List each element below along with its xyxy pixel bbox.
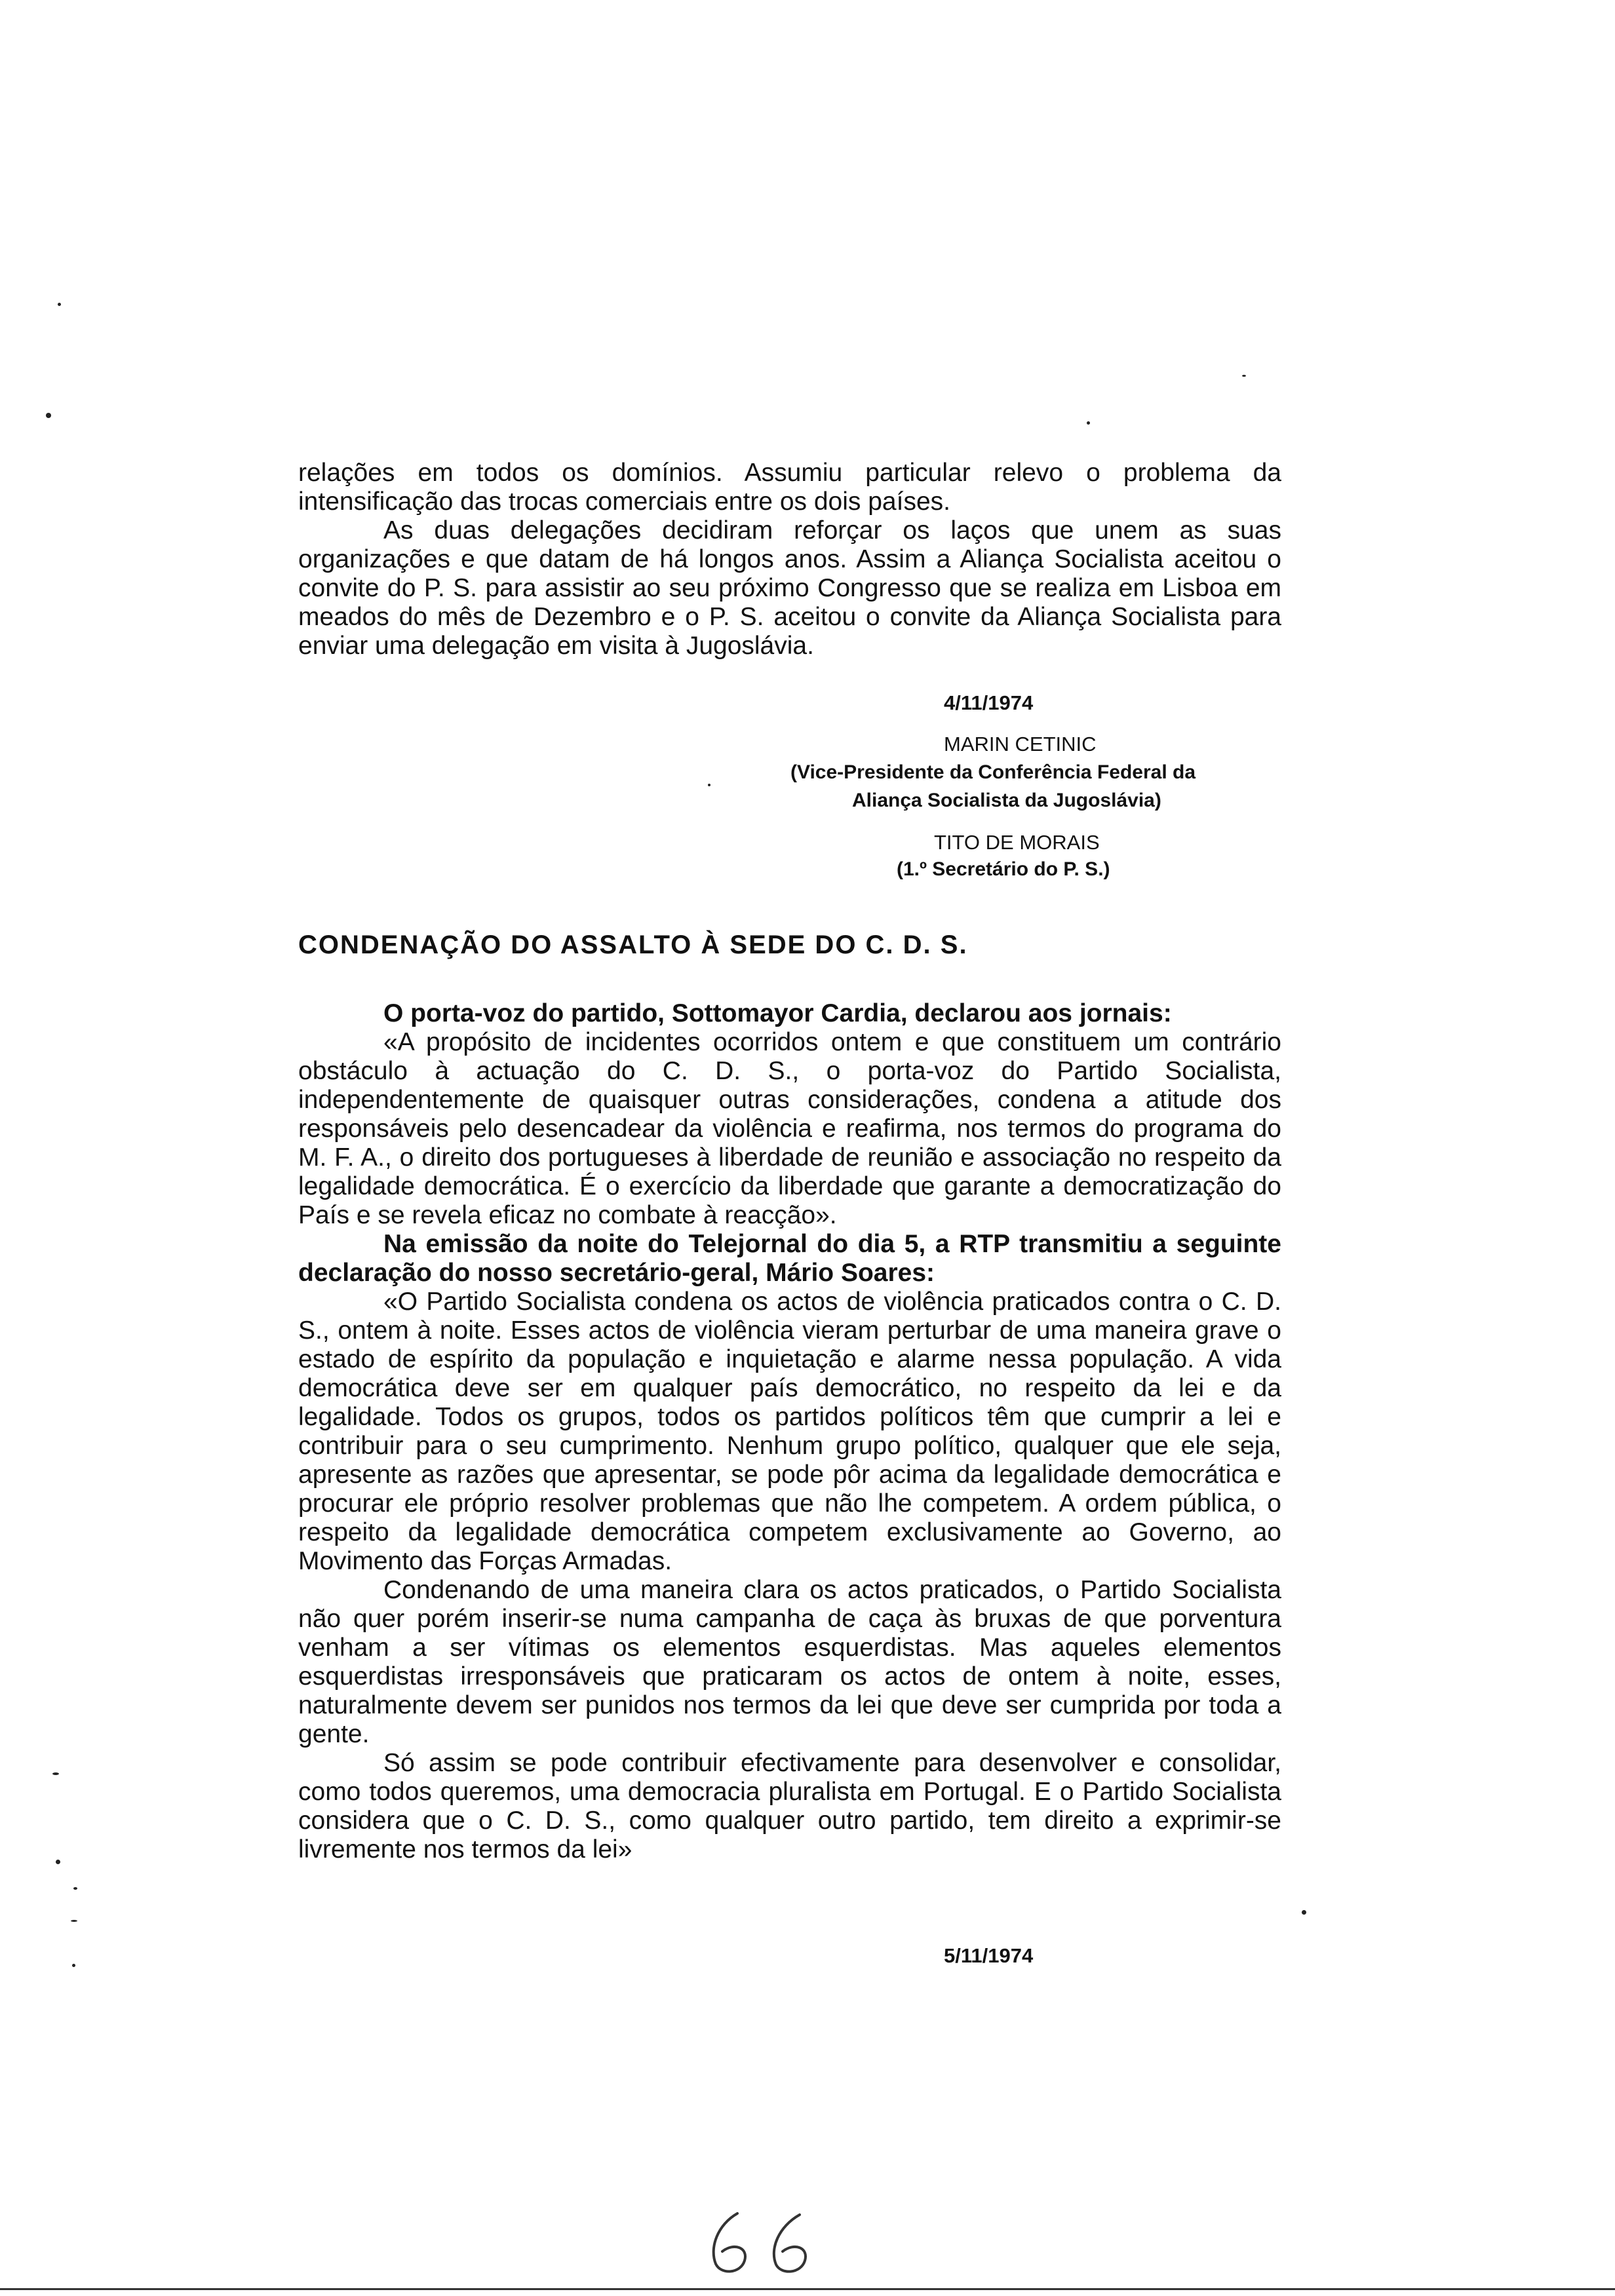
spokesman-intro: O porta-voz do partido, Sottomayor Cardia, declarou aos jornais: [383, 999, 1172, 1027]
paragraph-relations: relações em todos os domínios. Assumiu particular relevo o problema da intensificação das trocas comerciais entre os dois países. [298, 459, 1281, 516]
scan-speck [73, 1887, 77, 1890]
signatory-name-2: TITO DE MORAIS [934, 831, 1100, 854]
scan-speck [1302, 1910, 1306, 1915]
scan-speck [58, 303, 61, 306]
signatory-role-1-line-2: Aliança Socialista da Jugoslávia) [852, 790, 1161, 811]
handwritten-page-number-66 [701, 2208, 832, 2280]
signature-date: 4/11/1974 [944, 691, 1034, 714]
scan-speck [52, 1772, 59, 1775]
scan-speck [71, 1920, 77, 1922]
spokesman-statement: «A propósito de incidentes ocorridos ontem e que constituem um contrário obstáculo à actuação do C. D. S., o porta-voz do Partido Socialista, independentemente de quaisquer outras considerações, condena a atitude dos responsáveis pelo desencadear da violência e reafirma, nos termos do programa do M. F. A., o direito dos portugueses à liberdade de reunião e associação no respeito da legalidade democrática. É o exercício da liberdade que garante a democratização do País e se revela eficaz no combate à reacção». [298, 1028, 1281, 1229]
top-text-block [298, 459, 1281, 660]
soares-paragraph-3: Só assim se pode contribuir efectivamente para desenvolver e consolidar, como todos queremos, uma democracia pluralista em Portugal. E o Partido Socialista considera que o C. D. S., como qualquer outro partido, tem direito a exprimir-se livremente nos termos da lei» [298, 1749, 1281, 1864]
rtp-intro: Na emissão da noite do Telejornal do dia 5, a RTP transmitiu a seguinte declaração do nosso secretário-geral, Mário Soares: [298, 1230, 1281, 1287]
scan-speck [1242, 375, 1246, 377]
paragraph-delegations: As duas delegações decidiram reforçar os laços que unem as suas organizações e que datam de há longos anos. Assim a Aliança Socialista aceitou o convite do P. S. para assistir ao seu próximo Congresso que se realiza em Lisboa em meados do mês de Dezembro e o P. S. aceitou o convite da Aliança Socialista para enviar uma delegação em visita à Jugoslávia. [298, 516, 1281, 660]
scan-speck [56, 1860, 60, 1864]
closing-date: 5/11/1974 [944, 1944, 1034, 1967]
section-heading: CONDENAÇÃO DO ASSALTO À SEDE DO C. D. S. [298, 930, 968, 959]
scan-speck [1087, 421, 1090, 425]
signatory-role-1-line-1: (Vice-Presidente da Conferência Federal da [790, 761, 1196, 783]
signatory-name-1: MARIN CETINIC [944, 733, 1097, 756]
scan-speck [708, 784, 710, 786]
scan-speck [72, 1964, 75, 1967]
soares-paragraph-1: «O Partido Socialista condena os actos de violência praticados contra o C. D. S., ontem à noite. Esses actos de violência vieram perturbar de uma maneira grave o estado de espírito da população e inquietação e alarme nessa população. A vida democrática deve ser em qualquer país democrático, no respeito da lei e da legalidade. Todos os grupos, todos os partidos políticos têm que cumprir a lei e contribuir para o seu cumprimento. Nenhum grupo político, qualquer que ele seja, apresente as razões que apresentar, se pode pôr acima da legalidade democrática e procurar ele próprio resolver problemas que não lhe competem. A ordem pública, o respeito da legalidade democrática competem exclusivamente ao Governo, ao Movimento das Forças Armadas. [298, 1288, 1281, 1575]
body-text-block [298, 999, 1281, 1864]
soares-paragraph-2: Condenando de uma maneira clara os actos praticados, o Partido Socialista não quer porém inserir-se numa campanha de caça às bruxas de que porventura venham a ser vítimas os elementos esquerdistas. Mas aqueles elementos esquerdistas irresponsáveis que praticaram os actos de ontem à noite, esses, naturalmente devem ser punidos nos termos da lei que deve ser cumprida por toda a gente. [298, 1576, 1281, 1748]
scan-edge-line [0, 2288, 1615, 2290]
signatory-role-2: (1.º Secretário do P. S.) [897, 858, 1110, 880]
scan-speck [46, 413, 51, 418]
